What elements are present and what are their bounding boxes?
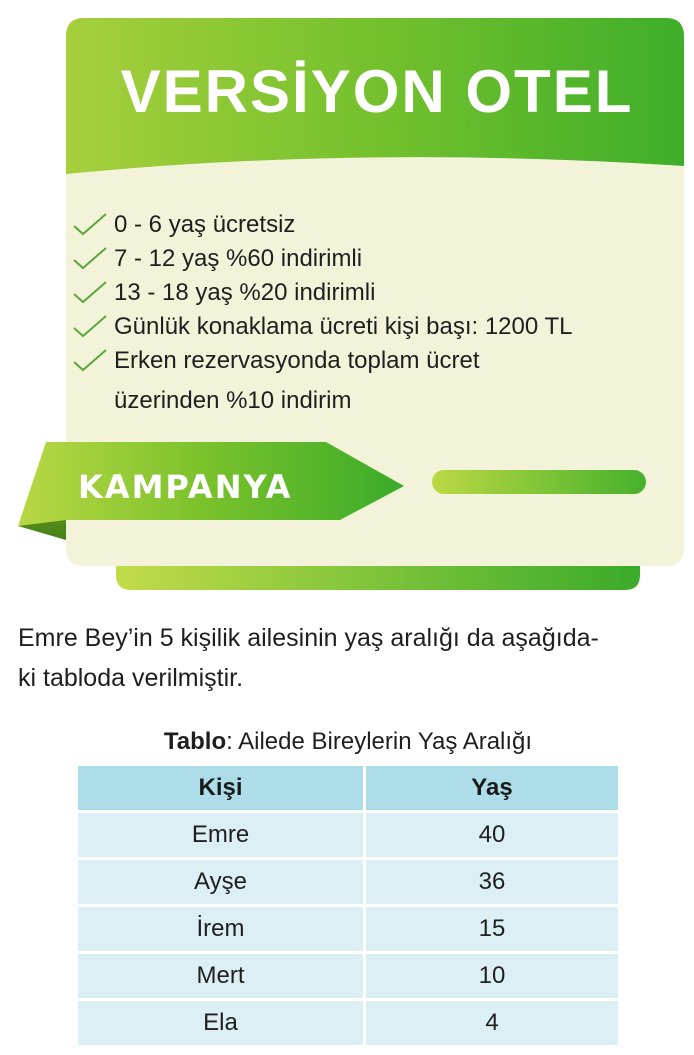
family-age-table (78, 766, 618, 1048)
checkmark-icon (72, 314, 108, 340)
decorative-pill (432, 470, 646, 494)
table-caption (78, 724, 618, 760)
feature-item (72, 310, 692, 344)
table-row (78, 860, 618, 907)
table-row (78, 954, 618, 1001)
table-row (78, 1001, 618, 1048)
person-age: 10 (366, 954, 618, 1001)
feature-text: 0 - 6 yaş ücretsiz (114, 211, 296, 238)
checkmark-icon (72, 280, 108, 306)
table-row (78, 813, 618, 860)
feature-item (72, 242, 692, 276)
feature-text: Erken rezervasyonda toplam ücret (114, 347, 480, 374)
person-age: 36 (366, 860, 618, 907)
feature-text: 7 - 12 yaş %60 indirimli (114, 245, 363, 272)
table-caption-label: Tablo (163, 728, 227, 755)
table-row (78, 907, 618, 954)
paragraph-line: Emre Bey’in 5 kişilik ailesinin yaş aralığı da aşağıda- (18, 624, 599, 652)
feature-text: Günlük konaklama ücreti kişi başı: 1200 TL (114, 313, 573, 340)
checkmark-icon (72, 348, 108, 374)
feature-item (72, 344, 692, 378)
person-name: Emre (78, 813, 366, 860)
feature-list (72, 208, 692, 418)
person-name: Mert (78, 954, 366, 1001)
person-age: 40 (366, 813, 618, 860)
campaign-label: KAMPANYA (78, 468, 293, 506)
table-header-row (78, 766, 618, 813)
feature-text: 13 - 18 yaş %20 indirimli (114, 279, 376, 306)
paragraph-line: ki tabloda verilmiştir. (18, 664, 244, 692)
feature-continuation: üzerinden %10 indirim (114, 387, 352, 414)
person-name: Ayşe (78, 860, 366, 907)
feature-item (72, 276, 692, 310)
checkmark-icon (72, 246, 108, 272)
person-name: Ela (78, 1001, 366, 1048)
person-age: 15 (366, 907, 618, 954)
column-header-person: Kişi (78, 766, 366, 813)
person-age: 4 (366, 1001, 618, 1048)
column-header-age: Yaş (366, 766, 618, 813)
person-name: İrem (78, 907, 366, 954)
feature-item (72, 208, 692, 242)
intro-paragraph (18, 618, 686, 698)
table-caption-text: : Ailede Bireylerin Yaş Aralığı (226, 728, 533, 755)
hotel-name: VERSİYON OTEL (120, 58, 634, 125)
checkmark-icon (72, 212, 108, 238)
